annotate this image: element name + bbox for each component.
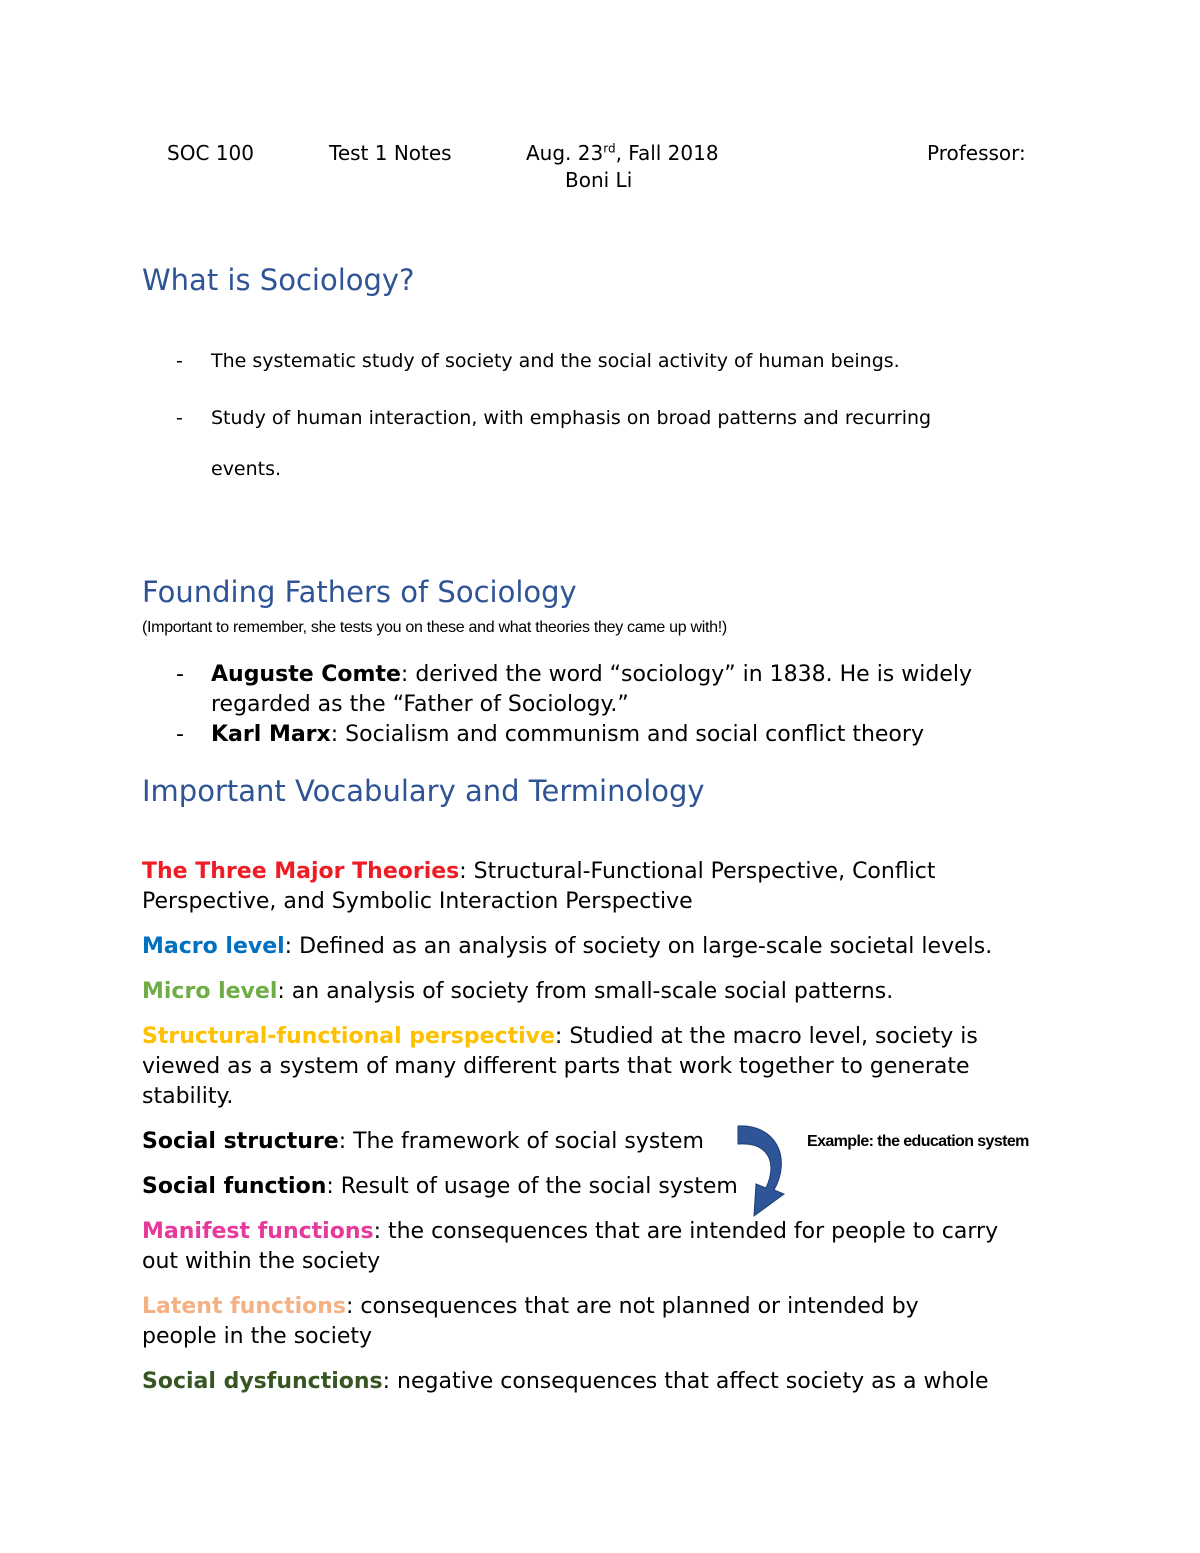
- founding-note: (Important to remember, she tests you on these and what theories they came up with!): [142, 619, 727, 636]
- example-note: Example: the education system: [807, 1133, 1029, 1150]
- term-manifest-functions: Manifest functions: the consequences that are intended for people to carry out within the society: [142, 1219, 999, 1274]
- date: Aug. 23rd, Fall 2018: [526, 141, 719, 165]
- term-social-dysfunctions: Social dysfunctions: negative consequences that affect society as a whole: [142, 1369, 989, 1394]
- professor-label: Professor:: [927, 141, 1026, 165]
- term-micro-level: Micro level: an analysis of society from small-scale social patterns.: [142, 979, 894, 1004]
- term-social-function: Social function: Result of usage of the social system: [142, 1174, 738, 1199]
- notes-title: Test 1 Notes: [329, 141, 452, 165]
- term-structural-functional: Structural-functional perspective: Studied at the macro level, society is viewed as a system of many different parts that work together to generate stability.: [142, 1024, 978, 1109]
- term-three-major-theories: The Three Major Theories: Structural-Functional Perspective, Conflict Perspective, and Symbolic Interaction Perspective: [142, 859, 936, 914]
- heading-founding-fathers: Founding Fathers of Sociology: [142, 575, 577, 609]
- heading-what-is-sociology: What is Sociology?: [142, 263, 415, 297]
- term-social-structure: Social structure: The framework of social system: [142, 1129, 704, 1154]
- curved-arrow-icon: [728, 1118, 798, 1218]
- term-latent-functions: Latent functions: consequences that are not planned or intended by people in the society: [142, 1294, 919, 1349]
- heading-vocabulary: Important Vocabulary and Terminology: [142, 774, 705, 808]
- professor-name: Boni Li: [565, 168, 633, 192]
- course-code: SOC 100: [167, 141, 254, 165]
- term-macro-level: Macro level: Defined as an analysis of society on large-scale societal levels.: [142, 934, 993, 959]
